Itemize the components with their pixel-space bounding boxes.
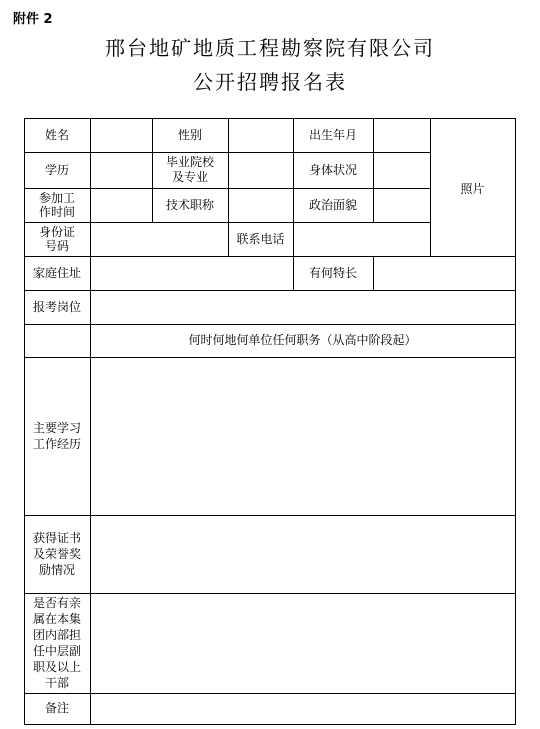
gender-field[interactable] [228,118,293,152]
work-start-field[interactable] [90,188,152,222]
birth-field[interactable] [373,118,430,152]
name-label: 姓名 [44,127,69,142]
form-title: 邢台地矿地质工程勘察院有限公司 [105,36,435,60]
name-field[interactable] [90,118,152,152]
position-label: 报考岗位 [32,299,81,314]
health-field[interactable] [373,152,430,188]
relatives-label: 是否有亲 属在本集 团内部担 任中层副 职及以上 干部 [32,596,81,690]
history-field[interactable] [90,357,515,515]
tech-title-label: 技术职称 [165,197,214,212]
gender-label: 性别 [177,127,202,142]
address-label: 家庭住址 [32,265,81,280]
specialty-label: 有何特长 [308,265,357,280]
birth-label: 出生年月 [308,127,357,142]
form-subtitle: 公开招聘报名表 [193,70,347,94]
education-field[interactable] [90,152,152,188]
phone-label: 联系电话 [236,231,285,246]
specialty-field[interactable] [373,256,515,290]
school-major-field[interactable] [228,152,293,188]
remarks-field[interactable] [90,693,515,724]
school-major-label: 毕业院校 及专业 [165,155,214,184]
history-column-header: 何时何地何单位任何职务（从高中阶段起） [188,333,417,347]
attachment-label: 附件 2 [13,12,53,27]
health-label: 身体状况 [308,162,357,177]
id-number-label: 身份证 号码 [38,225,75,253]
awards-label: 获得证书 及荣誉奖 励情况 [32,531,81,577]
history-label: 主要学习 工作经历 [32,421,81,451]
photo-label: 照片 [460,182,485,196]
relatives-field[interactable] [90,593,515,693]
political-field[interactable] [373,188,430,222]
photo-box[interactable] [430,118,515,256]
awards-field[interactable] [90,515,515,593]
education-label: 学历 [44,162,69,177]
tech-title-field[interactable] [228,188,293,222]
remarks-label: 备注 [44,701,69,715]
id-number-field[interactable] [90,222,228,256]
political-label: 政治面貌 [308,197,357,212]
position-field[interactable] [90,290,515,324]
phone-field[interactable] [293,222,430,256]
work-start-label: 参加工 作时间 [38,191,75,219]
address-field[interactable] [90,256,293,290]
